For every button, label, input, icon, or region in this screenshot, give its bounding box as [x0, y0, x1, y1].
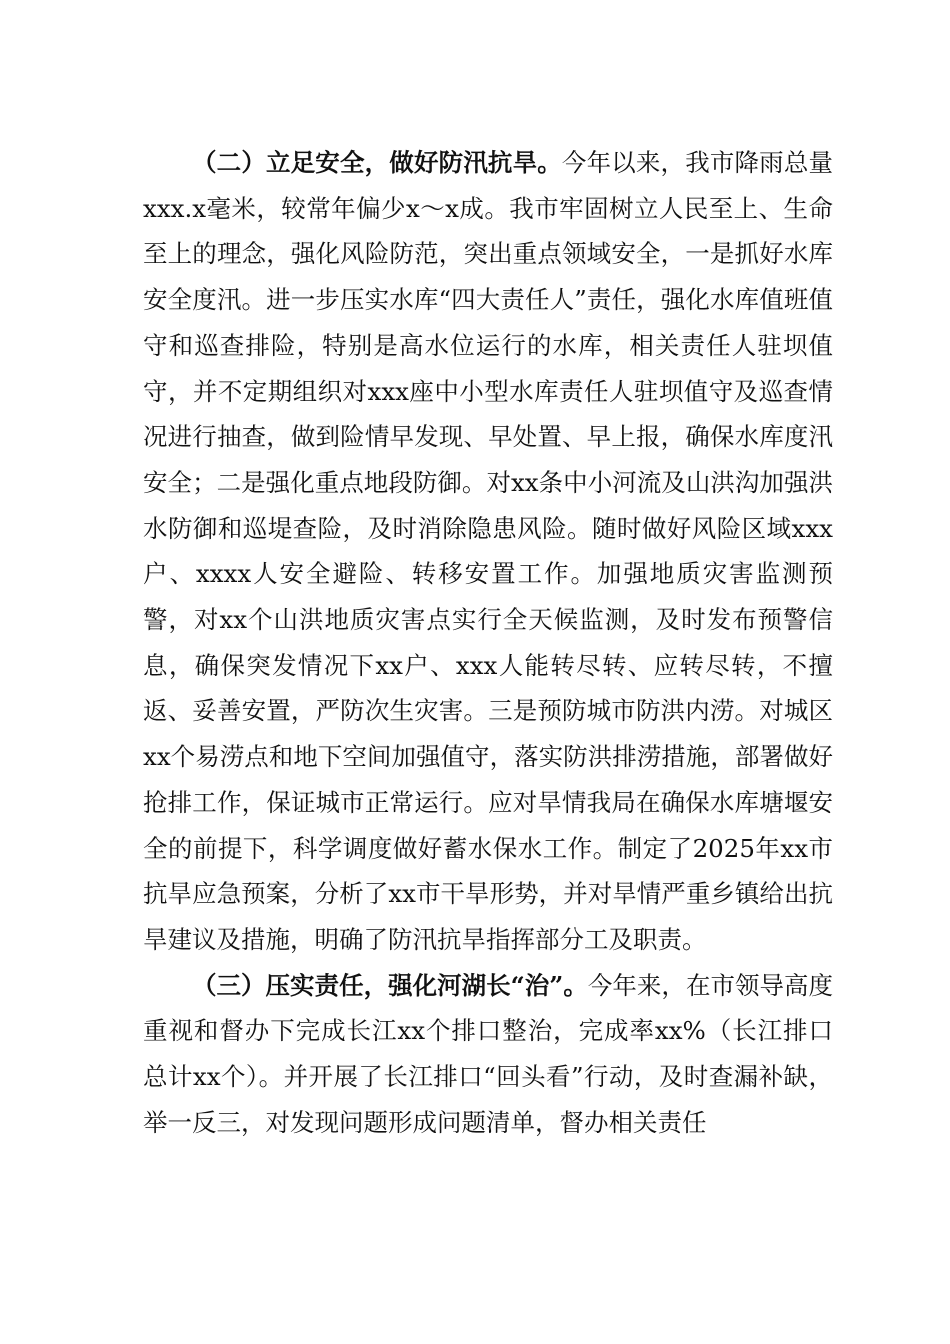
section-heading-two: （二）立足安全，做好防汛抗旱。 — [192, 148, 562, 177]
paragraph-flood-drought — [143, 140, 833, 963]
paragraph-body-three: 今年来，在市领导高度重视和督办下完成长江xx个排口整治，完成率xx%（长江排口总计xx个）。并开展了长江排口“回头看”行动，及时查漏补缺，举一反三，对发现问题形成问题清单，督办相关责任 — [143, 970, 833, 1137]
paragraph-river-lake — [143, 963, 833, 1146]
paragraph-body-two: 今年以来，我市降雨总量xxx.x毫米，较常年偏少x～x成。我市牢固树立人民至上、生命至上的理念，强化风险防范，突出重点领域安全，一是抓好水库安全度汛。进一步压实水库“四大责任人”责任，强化水库值班值守和巡查排险，特别是高水位运行的水库，相关责任人驻坝值守，并不定期组织对xxx座中小型水库责任人驻坝值守及巡查情况进行抽查，做到险情早发现、早处置、早上报，确保水库度汛安全；二是强化重点地段防御。对xx条中小河流及山洪沟加强洪水防御和巡堤查险，及时消除隐患风险。随时做好风险区域xxx户、xxxx人安全避险、转移安置工作。加强地质灾害监测预警，对xx个山洪地质灾害点实行全天候监测，及时发布预警信息，确保突发情况下xx户、xxx人能转尽转、应转尽转，不擅返、妥善安置，严防次生灾害。三是预防城市防洪内涝。对城区xx个易涝点和地下空间加强值守，落实防洪排涝措施，部署做好抢排工作，保证城市正常运行。应对旱情我局在确保水库塘堰安全的前提下，科学调度做好蓄水保水工作。制定了2025年xx市抗旱应急预案，分析了xx市干旱形势，并对旱情严重乡镇给出抗旱建议及措施，明确了防汛抗旱指挥部分工及职责。 — [143, 148, 834, 954]
document-body — [143, 140, 833, 1145]
section-heading-three: （三）压实责任，强化河湖长“治”。 — [192, 970, 588, 1000]
